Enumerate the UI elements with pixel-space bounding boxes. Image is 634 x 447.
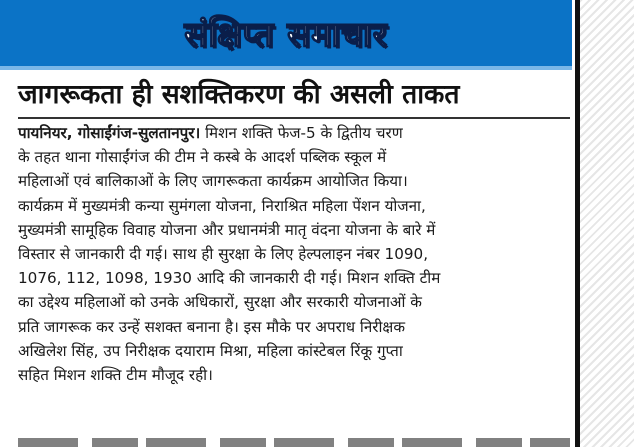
body-line-8: का उद्देश्य महिलाओं को उनके अधिकारों, सुरक्षा और सरकारी योजनाओं के — [18, 293, 422, 312]
body-line-4: कार्यक्रम में मुख्यमंत्री कन्या सुमंगला योजना, निराश्रित महिला पेंशन योजना, — [18, 196, 426, 215]
body-line-3: महिलाओं एवं बालिकाओं के लिए जागरूकता कार्यक्रम आयोजित किया। — [18, 172, 408, 191]
body-line-2: के तहत थाना गोसाईंगंज की टीम ने कस्बे के आदर्श पब्लिक स्कूल में — [18, 148, 387, 167]
masthead-underline — [0, 66, 572, 70]
body-line-5: मुख्यमंत्री सामूहिक विवाह योजना और प्रधानमंत्री मातृ वंदना योजना के बारे में — [18, 220, 436, 239]
next-article-cut-off — [18, 438, 570, 447]
article-body — [18, 121, 571, 387]
body-text-1: मिशन शक्ति फेज-5 के द्वितीय चरण — [200, 124, 403, 142]
body-line-10: अखिलेश सिंह, उप निरीक्षक दयाराम मिश्रा, महिला कांस्टेबल रिंकू गुप्ता — [18, 341, 403, 360]
body-line-9: प्रति जागरूक कर उन्हें सशक्त बनाना है। इस मौके पर अपराध निरीक्षक — [18, 317, 405, 336]
body-line-1 — [18, 121, 571, 145]
body-line-7: 1076, 112, 1098, 1930 आदि की जानकारी दी गई। मिशन शक्ति टीम — [18, 269, 441, 288]
body-line-11: सहित मिशन शक्ति टीम मौजूद रही। — [18, 365, 213, 384]
body-line-6: विस्तार से जानकारी दी गई। साथ ही सुरक्षा के लिए हेल्पलाइन नंबर 1090, — [18, 244, 429, 263]
section-title: संक्षिप्त समाचार — [184, 15, 388, 55]
headline-divider — [18, 117, 570, 119]
adjacent-column-edge — [580, 0, 634, 447]
article-headline: जागरूकता ही सशक्तिकरण की असली ताकत — [18, 79, 460, 110]
dateline: पायनियर, गोसाईंगंज-सुलतानपुर। — [18, 124, 201, 142]
masthead-banner — [0, 0, 572, 66]
